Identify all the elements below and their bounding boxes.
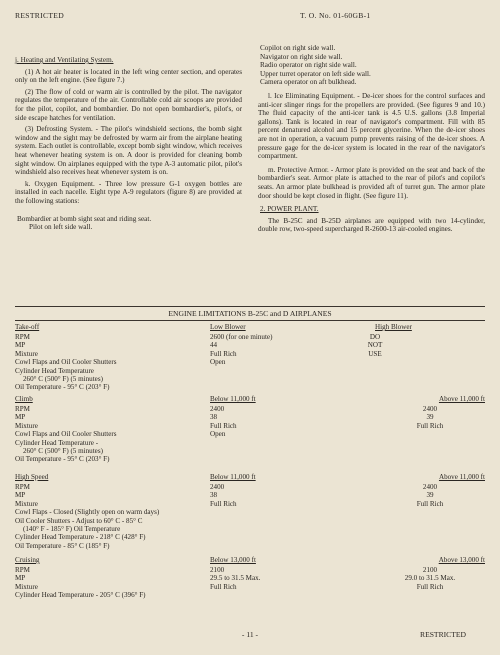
table-title-rule: [15, 320, 485, 321]
limit-param: Cylinder Head Temperature - 218° C (428° F): [15, 533, 146, 542]
power-plant-para: The B-25C and B-25D airplanes are equipped with two 14-cylinder, double row, two-speed supercharged R-2600-13 air-cooled engines.: [258, 216, 485, 234]
limit-param: Cowl Flaps and Oil Cooler Shutters: [15, 430, 117, 439]
limit-param: Mixture: [15, 582, 38, 591]
limit-value-low: Open: [210, 430, 226, 439]
limit-value-high: Full Rich: [416, 582, 444, 591]
limit-value-low: Full Rich: [210, 421, 237, 430]
oxygen-station-radio: Radio operator on right side wall.: [260, 61, 357, 70]
limit-value-low: 2400: [210, 483, 225, 491]
limit-column-header: Above 11,000 ft: [438, 473, 485, 481]
oxygen-station-turret: Upper turret operator on left side wall.: [260, 69, 371, 78]
oxygen-station-camera: Camera operator on aft bulkhead.: [260, 78, 357, 87]
limit-param: MP: [15, 341, 26, 350]
footer-restricted: RESTRICTED: [420, 630, 466, 639]
limit-value-high: 29.0 to 31.5 Max.: [404, 574, 456, 583]
limit-value-low: 29.5 to 31.5 Max.: [210, 574, 261, 583]
limit-value-high: NOT: [367, 341, 383, 350]
limit-section-name: Cruising: [15, 556, 40, 564]
power-plant-title: 2. POWER PLANT.: [260, 205, 319, 214]
section-j-para-2: (2) The flow of cold or warm air is controlled by the pilot. The navigator regulates the temperature of the air. Controllable cold air scoops are provided for the pilot, copilot, and bombardier. Do not open bombardier's, pilot's, or side escape hatches for ventilation.: [15, 87, 242, 122]
limit-param: Mixture: [15, 349, 38, 358]
limit-param: Oil Temperature - 85° C (185° F): [15, 541, 110, 550]
limit-param: Oil Cooler Shutters - Adjust to 60° C - 85° C: [15, 516, 143, 525]
limit-column-header: Below 13,000 ft: [210, 556, 256, 564]
limit-value-high: 2400: [422, 405, 438, 413]
limit-value-low: 2400: [210, 405, 225, 413]
limit-param: MP: [15, 491, 26, 500]
limit-value-low: Full Rich: [210, 582, 237, 591]
limit-param: Cylinder Head Temperature: [15, 366, 94, 375]
section-j-para-3: (3) Defrosting System. - The pilot's windshield sections, the bomb sight window and the sight may be defrosted by warm air from the airplane heating system. Each outlet is controllable, except bomb sight window, which receives heat whenever heating system is on. A door is provided for cleaning bomb sight window. On airplanes equipped with the type A-3 automatic pilot, pilot's windshield also receives heat whenever system is on.: [15, 125, 242, 177]
left-column: [15, 56, 242, 232]
limit-param: Cowl Flaps - Closed (Slightly open on warm days): [15, 508, 160, 517]
header-tech-order: T. O. No. 01-60GB-1: [300, 11, 371, 20]
limit-column-header: Above 11,000 ft: [438, 395, 485, 403]
limit-value-low: Full Rich: [210, 499, 237, 508]
limit-param: Oil Temperature - 95° C (203° F): [15, 455, 110, 464]
limit-column-header: Below 11,000 ft: [210, 473, 256, 481]
limit-value-high: Full Rich: [416, 499, 444, 508]
limit-section-name: Take-off: [15, 323, 40, 331]
limit-value-low: Full Rich: [210, 349, 237, 358]
section-l-para: l. Ice Eliminating Equipment. - De-icer shoes for the control surfaces and anti-icer slinger rings for the propellers are provided. (See figures 9 and 10.) The fluid capacity of the anti-icer tank is 4.5 U.S. gallons (3.8 Imperial gallons). Tank is located in rear of navigator's compartment. Fill with 85 percent denatured alcohol and 15 percent glycerine. When the de-icer shoes are not in operation, a vacuum pump prevents raising of the de-icer shoes. A pressure gage for the de-icer system is located in the rear of the navigator's compartment.: [258, 91, 485, 161]
section-j-title: j. Heating and Ventilating System.: [15, 56, 114, 64]
header-restricted: RESTRICTED: [15, 11, 64, 20]
limit-param: Cylinder Head Temperature - 205° C (396° F): [15, 591, 146, 600]
limit-value-high: 39: [426, 413, 434, 422]
limit-value-high: 39: [426, 491, 434, 500]
section-k-para: k. Oxygen Equipment. - Three low pressure G-1 oxygen bottles are installed in each nacelle. Eight type A-9 regulators (figure 8) are provided at the following stations:: [15, 179, 242, 205]
limit-param: 260° C (500° F) (5 minutes): [23, 375, 103, 383]
section-j-para-1: (1) A hot air heater is located in the left wing center section, and operates only on the left engine. (See figure 7.): [15, 67, 242, 85]
limit-column-header: High Blower: [375, 323, 412, 331]
oxygen-station-navigator: Navigator on right side wall.: [260, 52, 343, 61]
oxygen-station-copilot: Copilot on right side wall.: [260, 44, 336, 52]
limit-param: RPM: [15, 333, 30, 341]
section-m-para: m. Protective Armor. - Armor plate is provided on the seat and back of the bombardier's seat. Armor plate is attached to the rear of pilot's and copilot's seats. An armor plate bulkhead is provided aft of turret gun. The armor plate door should be kept closed in flight. (See figure 11).: [258, 165, 485, 200]
limit-value-low: 38: [210, 413, 218, 422]
oxygen-station-bombardier: Bombardier at bomb sight seat and riding seat.: [17, 214, 152, 223]
limit-value-high: Full Rich: [416, 421, 444, 430]
limit-param: Cylinder Head Temperature -: [15, 438, 99, 447]
engine-limits-title: ENGINE LIMITATIONS B-25C and D AIRPLANES: [168, 309, 332, 318]
page-number: - 11 -: [241, 630, 259, 639]
limit-value-high: USE: [368, 349, 382, 358]
limit-param: Cowl Flaps and Oil Cooler Shutters: [15, 358, 117, 367]
limit-value-low: 2600 (for one minute): [210, 333, 273, 341]
limit-param: Mixture: [15, 499, 38, 508]
limit-value-high: 2100: [422, 566, 438, 574]
limit-value-high: 2400: [422, 483, 438, 491]
right-column: [258, 44, 485, 237]
limit-param: RPM: [15, 566, 30, 574]
limit-value-low: Open: [210, 358, 226, 367]
limit-value-low: 38: [210, 491, 218, 500]
limit-param: RPM: [15, 483, 30, 491]
limit-param: RPM: [15, 405, 30, 413]
limit-param: MP: [15, 413, 26, 422]
limit-param: MP: [15, 574, 26, 583]
limit-section-name: High Speed: [15, 473, 49, 481]
limit-section-name: Climb: [15, 395, 33, 403]
limit-column-header: Below 11,000 ft: [210, 395, 256, 403]
limit-param: Mixture: [15, 421, 38, 430]
table-top-rule: [15, 306, 485, 307]
limit-value-high: DO: [369, 333, 381, 341]
limit-value-low: 2100: [210, 566, 225, 574]
limit-column-header: Low Blower: [210, 323, 246, 331]
oxygen-station-pilot: Pilot on left side wall.: [29, 223, 93, 232]
limit-value-low: 44: [210, 341, 218, 350]
limit-column-header: Above 13,000 ft: [438, 556, 485, 564]
limit-param: (140° F - 185° F) Oil Temperature: [23, 525, 121, 533]
limit-param: Oil Temperature - 95° C (203° F): [15, 383, 110, 392]
limit-param: 260° C (500° F) (5 minutes): [23, 447, 103, 455]
